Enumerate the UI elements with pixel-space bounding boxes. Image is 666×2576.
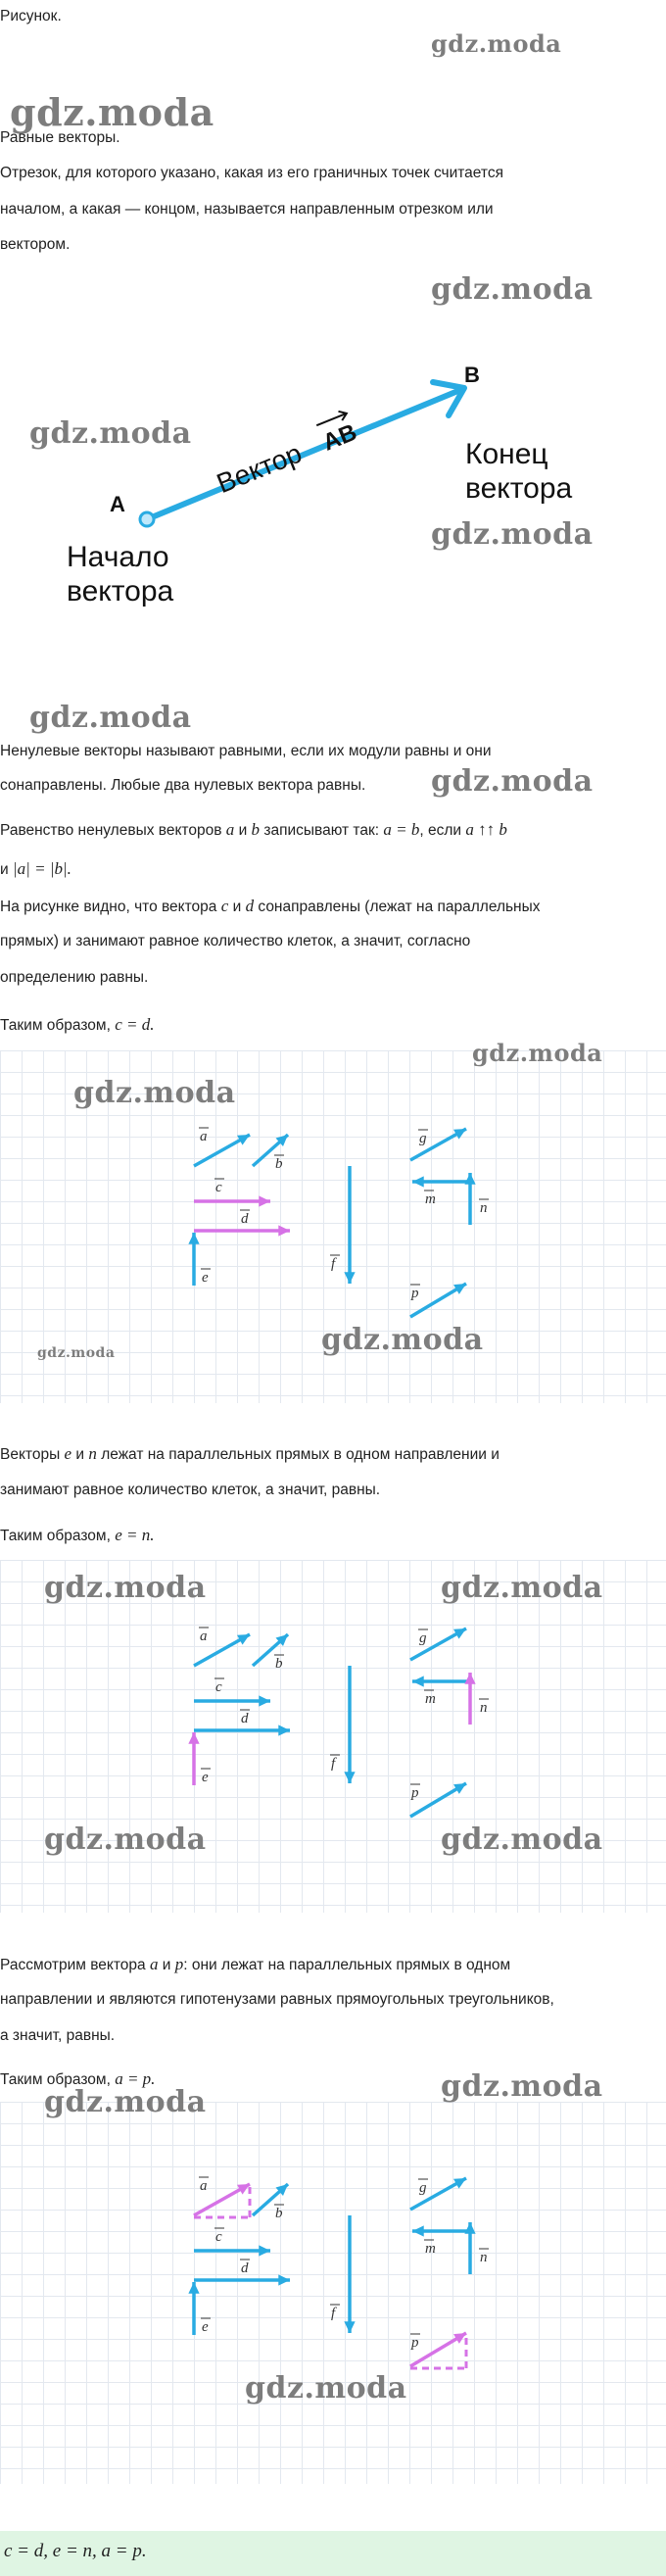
- vector-c-label: c: [215, 1180, 222, 1195]
- vector-c-arrow: [194, 1695, 270, 1706]
- vector-n-label: n: [480, 2250, 488, 2265]
- vector-b-label: b: [275, 1156, 283, 1172]
- vector-d-label: d: [241, 1211, 249, 1227]
- vector-c-arrow: [194, 2245, 270, 2256]
- cd-text-line-1: На рисунке видно, что вектора c и d сонаправлены (лежат на параллельных: [0, 897, 541, 915]
- watermark: gdz.moda: [431, 272, 594, 307]
- watermark: gdz.moda: [441, 1571, 603, 1605]
- vector-p-arrow: [410, 1783, 466, 1817]
- vector-a-label: a: [200, 2178, 208, 2194]
- vector-f-arrow: [344, 1166, 355, 1284]
- cd-text-line-3: определению равны.: [0, 969, 149, 986]
- watermark: gdz.moda: [37, 1345, 116, 1361]
- watermark: gdz.moda: [431, 517, 594, 552]
- figure-ap: [0, 2102, 666, 2484]
- en-text-line-1: Векторы e и n лежат на параллельных прямых в одном направлении и: [0, 1444, 500, 1463]
- vector-a-label: a: [200, 1129, 208, 1144]
- equal-def-line-4: и |a| = |b|.: [0, 859, 71, 878]
- final-answer-box: [0, 2531, 666, 2576]
- vector-b-label: b: [275, 2206, 283, 2221]
- ap-text-line-1: Рассмотрим вектора a и p: они лежат на параллельных прямых в одном: [0, 1955, 511, 1973]
- watermark: gdz.moda: [431, 764, 594, 799]
- vector-p-label: p: [411, 1785, 419, 1801]
- vector-n-label: n: [480, 1700, 488, 1716]
- cd-conclusion: Таким образом, c = d.: [0, 1015, 155, 1034]
- vector-p-label: p: [411, 1286, 419, 1301]
- vector-g-label: g: [419, 2180, 427, 2196]
- definition-line-3: вектором.: [0, 236, 71, 253]
- ap-conclusion: Таким образом, a = p.: [0, 2069, 156, 2088]
- vector-f-arrow: [344, 1666, 355, 1783]
- vector-c-arrow: [194, 1195, 270, 1206]
- vector-p-label: p: [411, 2335, 419, 2351]
- end-label-1: Конец: [465, 438, 548, 470]
- vector-b-label: b: [275, 1656, 283, 1672]
- watermark: gdz.moda: [29, 701, 192, 735]
- vector-g-label: g: [419, 1131, 427, 1146]
- vector-p-arrow: [410, 1284, 466, 1317]
- figure-en: [0, 1560, 666, 1913]
- vector-f-label: f: [331, 2306, 336, 2321]
- point-b-label: B: [464, 363, 480, 387]
- vector-m-arrow: [412, 1676, 468, 1686]
- final-answer: c = d, e = n, a = p.: [4, 2541, 147, 2561]
- vector-d-label: d: [241, 1711, 249, 1726]
- vector-m-label: m: [425, 1191, 436, 1207]
- vector-g-label: g: [419, 1630, 427, 1646]
- vector-m-arrow: [412, 1176, 468, 1187]
- en-text-line-2: занимают равное количество клеток, а значит, равны.: [0, 1482, 381, 1498]
- watermark: gdz.moda: [472, 1039, 603, 1067]
- vector-e-label: e: [202, 1770, 209, 1785]
- vector-e-arrow: [188, 2282, 199, 2335]
- vector-c-label: c: [215, 1679, 222, 1695]
- point-a-label: A: [110, 492, 125, 516]
- cd-text-line-2: прямых) и занимают равное количество клеток, а значит, согласно: [0, 933, 471, 949]
- watermark: gdz.moda: [44, 1571, 207, 1605]
- ap-text-line-3: а значит, равны.: [0, 2027, 116, 2044]
- vector-e-arrow: [188, 1732, 199, 1785]
- vector-e-label: e: [202, 2319, 209, 2335]
- watermark: gdz.moda: [245, 2371, 407, 2406]
- vector-e-arrow: [188, 1233, 199, 1286]
- section-title: Равные векторы.: [0, 129, 120, 146]
- vector-b-arrow: [253, 1135, 288, 1166]
- vector-b-arrow: [253, 2184, 288, 2215]
- vector-f-label: f: [331, 1756, 336, 1772]
- vector-d-arrow: [194, 1725, 290, 1735]
- vector-a-label: a: [200, 1628, 208, 1644]
- watermark: gdz.moda: [44, 1823, 207, 1857]
- vector-label: Вектор: [212, 437, 307, 500]
- definition-line-2: началом, а какая — концом, называется направленным отрезком или: [0, 201, 494, 218]
- start-label-2: вектора: [67, 575, 174, 608]
- vector-name: AB: [318, 418, 361, 457]
- equal-def-line-3: Равенство ненулевых векторов a и b записывают так: a = b, если a ↑↑ b: [0, 820, 507, 839]
- ap-text-line-2: направлении и являются гипотенузами равных прямоугольных треугольников,: [0, 1991, 554, 2008]
- vector-ab-diagram: [0, 323, 666, 647]
- watermark: gdz.moda: [10, 90, 214, 134]
- equal-def-line-2: сонаправлены. Любые два нулевых вектора равны.: [0, 777, 366, 794]
- vector-c-label: c: [215, 2229, 222, 2245]
- vector-f-arrow: [344, 2215, 355, 2333]
- vector-m-label: m: [425, 2241, 436, 2257]
- watermark: gdz.moda: [441, 2069, 603, 2104]
- vector-d-arrow: [194, 1225, 290, 1236]
- watermark: gdz.moda: [44, 2085, 207, 2119]
- end-label-2: вектора: [465, 472, 573, 505]
- equal-def-line-1: Ненулевые векторы называют равными, если их модули равны и они: [0, 743, 492, 759]
- watermark: gdz.moda: [441, 1823, 603, 1857]
- start-label-1: Начало: [67, 541, 169, 573]
- watermark: gdz.moda: [321, 1323, 484, 1357]
- watermark: gdz.moda: [73, 1076, 236, 1110]
- watermark: gdz.moda: [431, 29, 562, 58]
- vector-e-label: e: [202, 1270, 209, 1286]
- vector-d-arrow: [194, 2274, 290, 2285]
- vector-f-label: f: [331, 1256, 336, 1272]
- definition-line-1: Отрезок, для которого указано, какая из его граничных точек считается: [0, 165, 503, 181]
- en-conclusion: Таким образом, e = n.: [0, 1526, 155, 1544]
- vector-m-label: m: [425, 1691, 436, 1707]
- intro-label: Рисунок.: [0, 8, 62, 24]
- watermark: gdz.moda: [29, 416, 192, 451]
- vector-p-arrow: [410, 2333, 466, 2366]
- vector-n-label: n: [480, 1200, 488, 1216]
- vector-b-arrow: [253, 1634, 288, 1666]
- vector-m-arrow: [412, 2225, 468, 2236]
- vector-d-label: d: [241, 2260, 249, 2276]
